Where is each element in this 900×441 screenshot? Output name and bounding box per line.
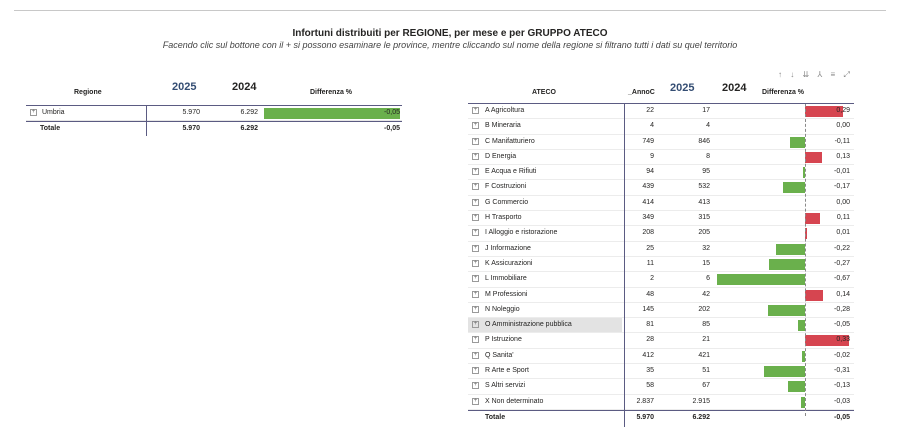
header-differenza[interactable]: Differenza % [762,89,805,96]
cell-2025: 749 [642,137,654,145]
table-row[interactable] [468,364,854,379]
expand-icon[interactable]: + [473,305,478,312]
cell-2025: 5.970 [182,109,200,116]
cell-2024: 67 [702,382,710,390]
row-label[interactable]: K Assicurazioni [485,259,533,267]
expand-icon[interactable]: + [473,397,478,404]
cell-diff: 0,00 [836,198,850,206]
header-2024[interactable]: 2024 [232,81,257,93]
cell-2025: 4 [650,122,654,130]
cell-2025: 145 [642,305,654,313]
diff-bar [768,305,805,316]
expand-icon[interactable]: + [473,107,478,113]
expand-icon[interactable]: + [473,275,478,282]
table-row[interactable] [468,104,854,119]
region-matrix [26,78,402,136]
row-label[interactable]: R Arte e Sport [485,367,529,375]
total-diff: -0,05 [384,125,400,132]
cell-2024: 532 [698,183,710,191]
expand-icon[interactable]: + [473,336,478,343]
table-row[interactable] [468,395,854,410]
row-label[interactable]: D Energia [485,152,517,160]
cell-diff: 0,14 [836,290,850,298]
total-diff: -0,05 [834,413,850,421]
total-2025: 5.970 [636,413,654,421]
cell-diff: -0,05 [834,321,850,329]
expand-icon[interactable]: + [473,214,478,221]
table-row[interactable] [468,135,854,150]
table-row[interactable] [468,333,854,348]
header-differenza[interactable]: Differenza % [310,89,353,96]
cell-2024: 846 [698,137,710,145]
row-label[interactable]: Umbria [42,109,65,116]
double-arrow-down-icon[interactable]: ⇊ [802,70,810,79]
diff-bar [764,366,805,377]
table-row[interactable] [468,211,854,226]
cell-2025: 439 [642,183,654,191]
cell-2025: 11 [646,259,654,267]
table-row[interactable] [468,226,854,241]
row-label[interactable]: N Noleggio [485,305,520,313]
diff-bar [783,182,805,193]
expand-icon[interactable]: + [473,198,478,205]
diff-bar [790,137,805,148]
cell-2024: 202 [698,305,710,313]
row-label[interactable]: X Non determinato [485,397,544,405]
total-2024: 6.292 [240,125,258,132]
row-label[interactable]: P Istruzione [485,336,522,344]
total-label: Totale [40,125,61,132]
cell-2024: 8 [706,152,710,160]
total-row [26,121,402,136]
cell-2024: 315 [698,214,710,222]
table-row[interactable] [468,196,854,211]
cell-diff: 0,13 [836,152,850,160]
cell-diff: 0,11 [836,214,850,222]
cell-diff: 0,01 [836,229,850,237]
cell-2024: 421 [698,351,710,359]
header-regione[interactable]: Regione [74,89,102,96]
expand-icon[interactable]: + [473,137,478,144]
cell-diff: -0,22 [834,244,850,252]
cell-2024: 2.915 [692,397,710,405]
cell-2024: 6 [706,275,710,283]
row-label[interactable]: H Trasporto [485,214,522,222]
cell-2025: 414 [642,198,654,206]
cell-2025: 412 [642,351,654,359]
cell-2025: 25 [646,244,654,252]
table-row[interactable] [468,272,854,287]
cell-2024: 4 [706,122,710,130]
cell-diff: -0,02 [834,351,850,359]
diff-bar [769,259,805,270]
row-label[interactable]: B Mineraria [485,122,521,130]
cell-diff: -0,11 [834,137,850,145]
expand-icon[interactable]: + [473,367,478,374]
cell-diff: -0,67 [834,275,850,283]
row-label[interactable]: J Informazione [485,244,531,252]
cell-2025: 35 [646,367,654,375]
cell-2024: 32 [702,244,710,252]
total-row [468,410,854,425]
cell-2024: 15 [702,259,710,267]
table-row[interactable] [468,379,854,394]
cell-2025: 22 [646,107,654,114]
arrow-down-icon[interactable]: ↓ [790,70,795,79]
diff-bar [788,381,805,392]
expand-icon[interactable]: + [473,321,478,328]
cell-2025: 81 [646,321,654,329]
cell-2024: 51 [702,367,710,375]
cell-diff: -0,03 [834,397,850,405]
cell-diff: -0,28 [834,305,850,313]
cell-diff: -0,27 [834,259,850,267]
table-row[interactable] [468,257,854,272]
row-label[interactable]: C Manifatturiero [485,137,535,145]
cell-2024: 6.292 [240,109,258,116]
cell-diff: -0,17 [834,183,850,191]
row-label[interactable]: A Agricoltura [485,107,525,114]
cell-2024: 95 [702,168,710,176]
cell-2025: 208 [642,229,654,237]
ateco-header-row [468,78,854,104]
cell-diff: 0,33 [836,336,850,344]
expand-icon[interactable]: + [473,290,478,297]
focus-mode-icon[interactable]: ⤢ [843,70,850,79]
cell-2025: 28 [646,336,654,344]
cell-2024: 17 [702,107,710,114]
expand-icon[interactable]: + [473,244,478,251]
zero-reference-line [805,104,806,416]
table-row[interactable] [468,119,854,134]
header-2024[interactable]: 2024 [722,82,747,94]
expand-icon[interactable]: + [31,109,36,115]
row-label[interactable]: F Costruzioni [485,183,527,191]
header-annoc[interactable]: _AnnoC [628,89,655,96]
header-2025[interactable]: 2025 [670,82,695,94]
expand-icon[interactable]: + [473,152,478,159]
expand-icon[interactable]: + [473,351,478,358]
cell-2024: 205 [698,229,710,237]
table-row[interactable] [468,349,854,364]
total-2024: 6.292 [692,413,710,421]
table-row[interactable] [468,165,854,180]
table-row[interactable] [26,106,402,121]
expand-icon[interactable]: + [473,382,478,389]
diff-bar [776,244,805,255]
region-header-row [26,78,402,106]
column-separator [624,104,625,427]
cell-2025: 2.837 [636,397,654,405]
row-label[interactable]: Q Sanita' [485,351,514,359]
expand-icon[interactable]: + [473,183,478,190]
ateco-matrix [468,78,854,425]
expand-hierarchy-icon[interactable]: ⅄ [817,70,823,79]
cell-diff: -0,13 [834,382,850,390]
cell-2024: 85 [702,321,710,329]
cell-2025: 48 [646,290,654,298]
table-row[interactable] [468,242,854,257]
expand-icon[interactable]: + [473,122,478,129]
cell-2024: 413 [698,198,710,206]
arrow-up-icon[interactable]: ↑ [778,70,782,79]
total-2025: 5.970 [182,125,200,132]
cell-diff: 0,00 [836,122,850,130]
table-row[interactable] [468,318,854,333]
header-2025[interactable]: 2025 [172,81,197,93]
expand-icon[interactable]: + [473,259,478,266]
row-label[interactable]: M Professioni [485,290,528,298]
cell-2024: 21 [702,336,710,344]
total-label: Totale [485,413,506,421]
top-divider [14,10,886,11]
cell-2025: 94 [646,168,654,176]
report-subtitle: Facendo clic sul bottone con il + si possono esaminare le province, mentre cliccando sul nome della regione si filtrano tutti i dati su quel territorio [162,40,738,50]
table-row[interactable] [468,180,854,195]
filter-icon[interactable]: ≡ [830,70,836,79]
cell-diff: 0,29 [836,107,850,114]
expand-icon[interactable]: + [473,168,478,175]
expand-icon[interactable]: + [473,229,478,236]
column-separator [146,106,147,136]
cell-diff: -0,31 [834,367,850,375]
cell-2025: 349 [642,214,654,222]
header-ateco[interactable]: ATECO [532,89,556,96]
row-label[interactable]: I Alloggio e ristorazione [485,229,558,237]
table-row[interactable] [468,150,854,165]
row-label[interactable]: S Altri servizi [485,382,526,390]
cell-2025: 58 [646,382,654,390]
table-row[interactable] [468,288,854,303]
cell-2025: 2 [650,275,654,283]
row-label[interactable]: L Immobiliare [485,275,527,283]
table-row[interactable] [468,303,854,318]
cell-diff: -0,01 [834,168,850,176]
row-label[interactable]: E Acqua e Rifiuti [485,168,537,176]
row-label[interactable]: G Commercio [485,198,529,206]
diff-bar [717,274,805,285]
row-label[interactable]: O Amministrazione pubblica [485,321,572,329]
report-title: Infortuni distribuiti per REGIONE, per mese e per GRUPPO ATECO [292,28,608,39]
cell-2024: 42 [702,290,710,298]
cell-2025: 9 [650,152,654,160]
cell-diff: -0,05 [384,109,400,116]
